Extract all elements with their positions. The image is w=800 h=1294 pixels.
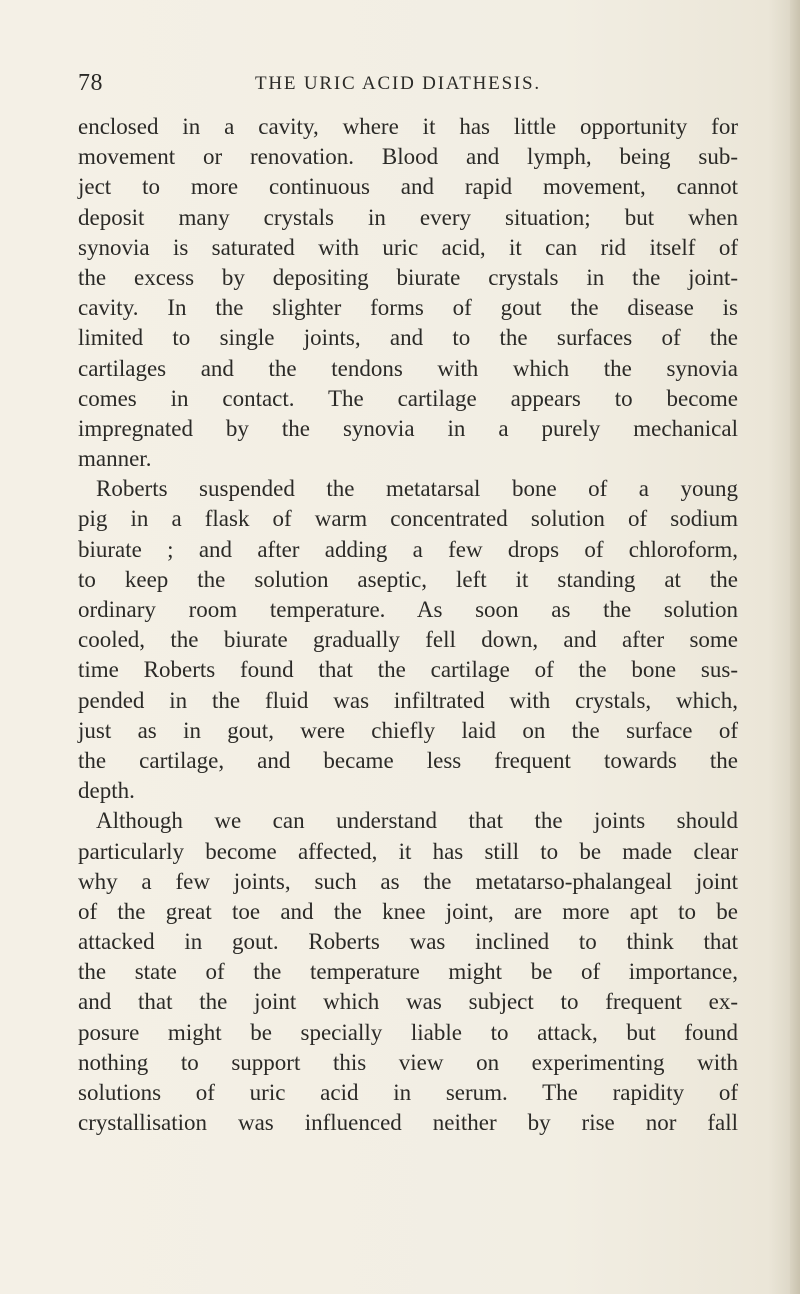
- text-line: depth.: [78, 778, 135, 804]
- text-line: impregnated by the synovia in a purely mechanical: [78, 415, 738, 441]
- text-line: to keep the solution aseptic, left it standing at the: [78, 566, 738, 592]
- text-line: cavity. In the slighter forms of gout the disease is: [78, 295, 738, 321]
- text-line: solutions of uric acid in serum. The rapidity of: [78, 1080, 738, 1105]
- text-line: posure might be specially liable to attack, but found: [78, 1019, 738, 1045]
- text-line: ordinary room temperature. As soon as the solution: [78, 597, 738, 622]
- text-line: manner.: [78, 446, 152, 472]
- text-line: synovia is saturated with uric acid, it can rid itself of: [78, 234, 738, 260]
- page-header: [78, 70, 718, 100]
- text-line: and that the joint which was subject to frequent ex-: [78, 989, 738, 1015]
- text-line: the state of the temperature might be of importance,: [78, 959, 738, 985]
- text-line: ject to more continuous and rapid movement, cannot: [78, 174, 738, 200]
- text-line: Although we can understand that the joints should: [96, 808, 738, 834]
- text-line: the excess by depositing biurate crystals in the joint-: [78, 264, 738, 290]
- text-line: limited to single joints, and to the surfaces of the: [78, 325, 738, 351]
- text-line: crystallisation was influenced neither by rise nor fall: [78, 1110, 738, 1136]
- body-text: [78, 112, 738, 1138]
- text-line: nothing to support this view on experimenting with: [78, 1049, 738, 1075]
- text-line: the cartilage, and became less frequent towards the: [78, 747, 738, 773]
- text-line: particularly become affected, it has still to be made clear: [78, 838, 738, 864]
- text-line: just as in gout, were chiefly laid on the surface of: [78, 717, 738, 743]
- text-line: cooled, the biurate gradually fell down, and after some: [78, 627, 738, 653]
- page-number: 78: [78, 70, 103, 96]
- running-title: THE URIC ACID DIATHESIS.: [255, 73, 541, 94]
- text-line: movement or renovation. Blood and lymph, being sub-: [78, 144, 738, 170]
- text-line: biurate ; and after adding a few drops of chloroform,: [78, 536, 738, 562]
- text-line: attacked in gout. Roberts was inclined to think that: [78, 929, 738, 955]
- text-line: deposit many crystals in every situation; but when: [78, 204, 738, 230]
- text-line: cartilages and the tendons with which the synovia: [78, 355, 738, 381]
- text-line: why a few joints, such as the metatarso-phalangeal joint: [78, 868, 738, 894]
- text-line: Roberts suspended the metatarsal bone of a young: [96, 476, 738, 502]
- text-line: comes in contact. The cartilage appears to become: [78, 385, 738, 411]
- text-line: pended in the fluid was infiltrated with crystals, which,: [78, 687, 738, 713]
- page-edge-shadow: [790, 0, 800, 1294]
- text-line: of the great toe and the knee joint, are more apt to be: [78, 898, 738, 924]
- text-line: pig in a flask of warm concentrated solution of sodium: [78, 506, 738, 532]
- text-line: time Roberts found that the cartilage of the bone sus-: [78, 657, 738, 683]
- text-line: enclosed in a cavity, where it has little opportunity for: [78, 114, 738, 139]
